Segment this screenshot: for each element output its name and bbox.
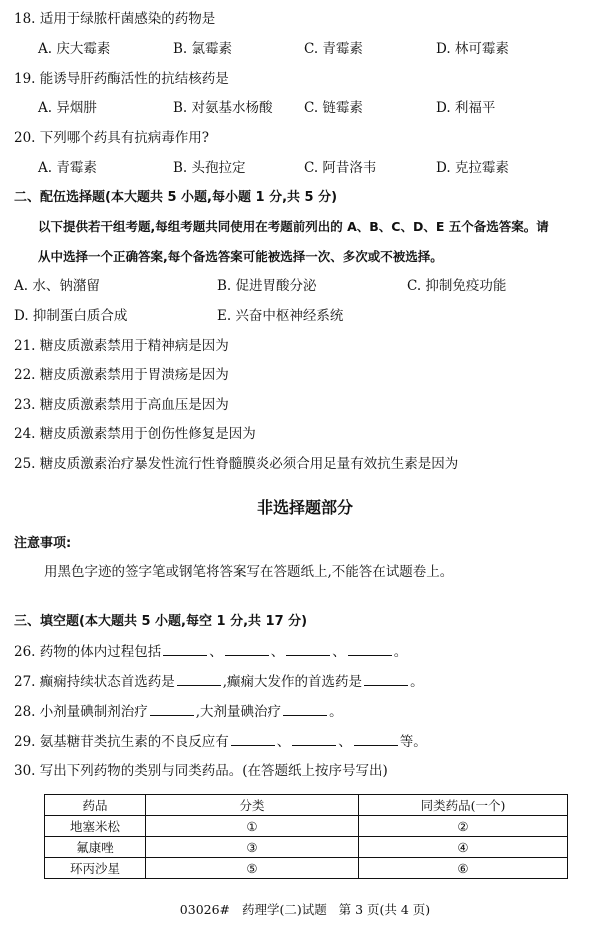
answer-blank[interactable]: [364, 673, 408, 686]
q27-text-b: ,癫痫大发作的首选药是: [222, 674, 363, 690]
match-option-d: D. 抑制蛋白质合成: [14, 308, 128, 324]
answer-blank[interactable]: [354, 733, 398, 746]
answer-blank[interactable]: [231, 733, 275, 746]
table-cell: ①: [146, 816, 359, 837]
table-row: [45, 816, 568, 837]
q18-option-a: A. 庆大霉素: [38, 41, 111, 57]
q18-option-b: B. 氯霉素: [173, 41, 233, 57]
table-header: 药品: [45, 795, 146, 816]
table-row: [45, 837, 568, 858]
q26-text: 26. 药物的体内过程包括: [14, 644, 162, 660]
q20-stem: 20. 下列哪个药具有抗病毒作用?: [14, 130, 209, 146]
notice-heading: 注意事项:: [14, 536, 72, 551]
line-end: 。: [393, 644, 408, 660]
separator: 、: [209, 644, 223, 660]
match-option-a: A. 水、钠潴留: [14, 278, 100, 294]
q22: 22. 糖皮质激素禁用于胃溃疡是因为: [14, 367, 229, 383]
q19-option-d: D. 利福平: [436, 100, 496, 116]
table-cell: ③: [146, 837, 359, 858]
answer-blank[interactable]: [348, 643, 392, 656]
match-option-c: C. 抑制免疫功能: [407, 278, 507, 294]
line-end: 。: [329, 704, 343, 720]
notice-text: 用黑色字迹的签字笔或钢笔将答案写在答题纸上,不能答在试题卷上。: [44, 564, 454, 580]
q28: [14, 703, 343, 721]
q29-text-b: 等。: [399, 734, 427, 750]
table-header: 同类药品(一个): [359, 795, 568, 816]
answer-blank[interactable]: [283, 703, 327, 716]
answer-blank[interactable]: [150, 703, 194, 716]
q20-option-a: A. 青霉素: [38, 160, 97, 176]
table-row: [45, 858, 568, 879]
section2-heading: 二、配伍选择题(本大题共 5 小题,每小题 1 分,共 5 分): [14, 190, 338, 205]
q28-text-b: ,大剂量碘治疗: [195, 704, 282, 720]
section2-instruction-line2: 从中选择一个正确答案,每个备选答案可能被选择一次、多次或不被选择。: [38, 249, 443, 264]
table-cell: 环丙沙星: [45, 858, 146, 879]
q20-option-b: B. 头孢拉定: [173, 160, 246, 176]
separator: 、: [270, 644, 285, 660]
q27: [14, 673, 424, 691]
q29: [14, 733, 427, 751]
q29-text-a: 29. 氨基糖苷类抗生素的不良反应有: [14, 734, 229, 750]
table-cell: 氟康唑: [45, 837, 146, 858]
part-title: 非选择题部分: [256, 498, 353, 517]
q19-stem: 19. 能诱导肝药酶活性的抗结核药是: [14, 71, 229, 87]
answer-blank[interactable]: [163, 643, 207, 656]
q20-option-d: D. 克拉霉素: [436, 160, 509, 176]
answer-blank[interactable]: [225, 643, 269, 656]
table-cell: ②: [359, 816, 568, 837]
q23: 23. 糖皮质激素禁用于高血压是因为: [14, 397, 229, 413]
section2-instruction-line1: 以下提供若干组考题,每组考题共同使用在考题前列出的 A、B、C、D、E 五个备选答案。请: [38, 219, 549, 234]
table-header: 分类: [146, 795, 359, 816]
q21: 21. 糖皮质激素禁用于精神病是因为: [14, 338, 229, 354]
q24: 24. 糖皮质激素禁用于创伤性修复是因为: [14, 426, 256, 442]
table-cell: ④: [359, 837, 568, 858]
q30: 30. 写出下列药物的类别与同类药品。(在答题纸上按序号写出): [14, 763, 388, 779]
page-footer: 03026# 药理学(二)试题 第 3 页(共 4 页): [179, 902, 431, 917]
q19-option-a: A. 异烟肼: [38, 100, 97, 116]
answer-blank[interactable]: [177, 673, 221, 686]
q27-text-a: 27. 癫痫持续状态首选药是: [14, 674, 175, 690]
table-cell: 地塞米松: [45, 816, 146, 837]
section3-heading: 三、填空题(本大题共 5 小题,每空 1 分,共 17 分): [14, 614, 308, 629]
separator: 、: [332, 644, 346, 660]
q20-option-c: C. 阿昔洛韦: [304, 160, 377, 176]
table-cell: ⑥: [359, 858, 568, 879]
match-option-e: E. 兴奋中枢神经系统: [217, 308, 344, 324]
line-end: 。: [410, 674, 424, 690]
q19-option-b: B. 对氨基水杨酸: [173, 100, 273, 116]
q18-option-d: D. 林可霉素: [436, 41, 509, 57]
answer-blank[interactable]: [292, 733, 336, 746]
q28-text-a: 28. 小剂量碘制剂治疗: [14, 704, 148, 720]
q19-option-c: C. 链霉素: [304, 100, 363, 116]
q25: 25. 糖皮质激素治疗暴发性流行性脊髓膜炎必须合用足量有效抗生素是因为: [14, 456, 459, 472]
separator: 、: [338, 734, 352, 750]
q26: [14, 643, 407, 661]
table-header-row: [45, 795, 568, 816]
match-option-b: B. 促进胃酸分泌: [217, 278, 317, 294]
drug-table: [44, 794, 568, 879]
answer-blank[interactable]: [286, 643, 330, 656]
separator: 、: [276, 734, 291, 750]
q18-stem: 18. 适用于绿脓杆菌感染的药物是: [14, 11, 216, 27]
table-cell: ⑤: [146, 858, 359, 879]
q18-option-c: C. 青霉素: [304, 41, 363, 57]
